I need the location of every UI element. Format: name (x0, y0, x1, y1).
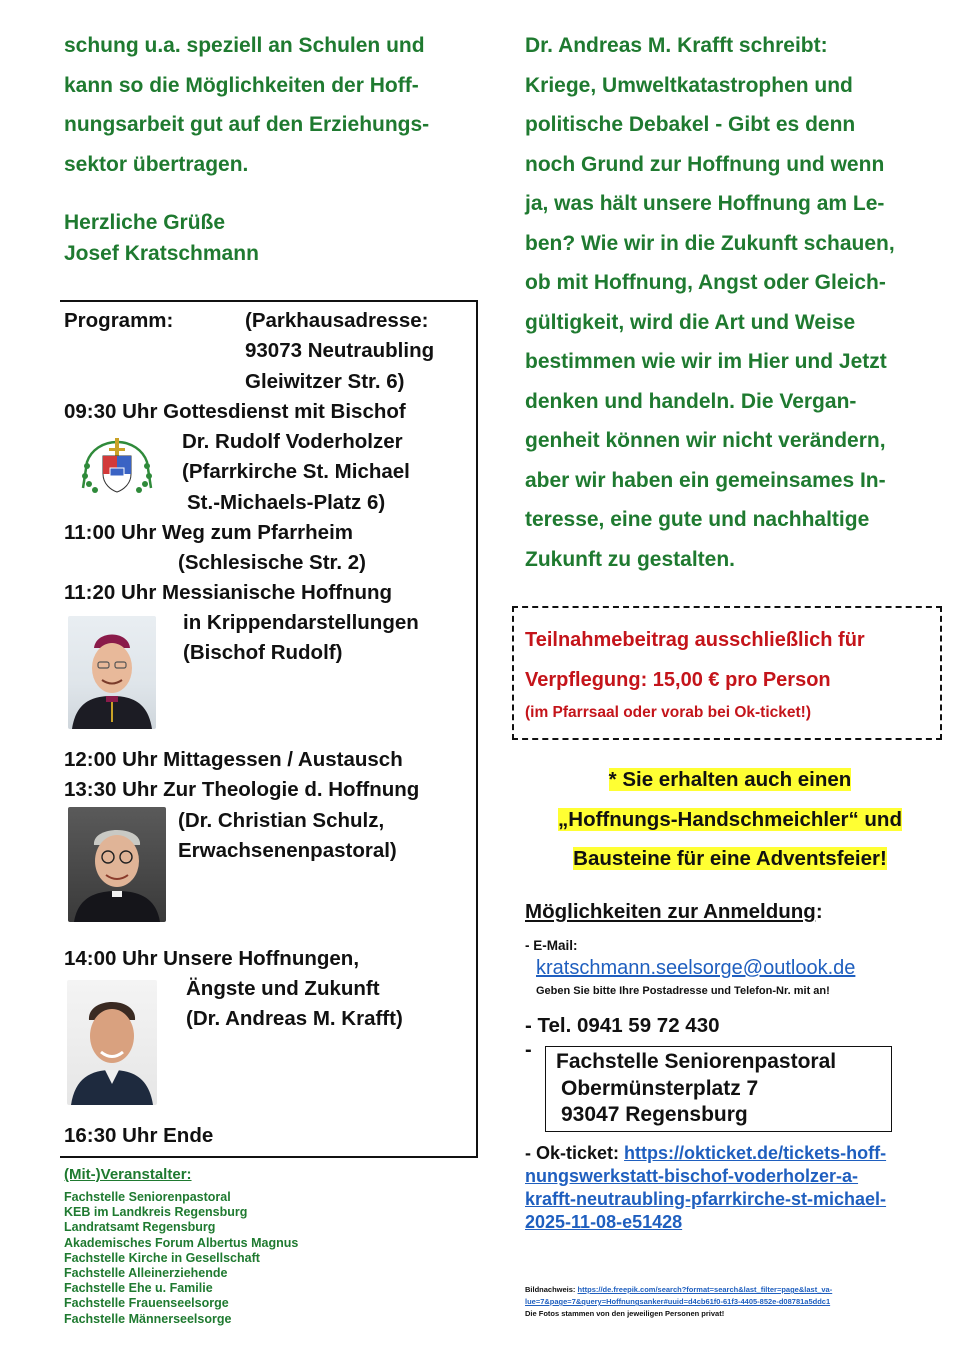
quote-line: politische Debakel - Gibt es denn (525, 113, 856, 136)
quote-line: bestimmen wie wir im Hier und Jetzt (525, 350, 887, 373)
coat-of-arms-icon (77, 436, 157, 496)
registration-heading (525, 898, 823, 926)
parking-line: (Parkhausadresse: (245, 309, 429, 332)
organizer-item: KEB im Landkreis Regensburg (64, 1205, 248, 1220)
program-item-0930-details (182, 427, 410, 518)
organizer-item: Fachstelle Männerseelsorge (64, 1311, 232, 1326)
email-link[interactable]: kratschmann.seelsorge@outlook.de (536, 957, 856, 979)
parking-line: Gleiwitzer Str. 6) (245, 369, 405, 393)
address-line: Fachstelle Seniorenpastoral (556, 1050, 837, 1073)
image-credits (525, 1284, 832, 1320)
organizer-item: Fachstelle Alleinerziehende (64, 1266, 228, 1281)
phone: - Tel. 0941 59 72 430 (525, 1014, 720, 1037)
organizers-list (64, 1190, 298, 1327)
program-item-1400: 14:00 Uhr Unsere Hoffnungen, (64, 947, 360, 970)
quote-line: teresse, eine gute und nachhaltige (525, 508, 870, 531)
address (556, 1049, 836, 1129)
detail-line: Ängste und Zukunft (186, 977, 380, 1000)
schulz-photo (68, 807, 166, 922)
organizer-item: Landratsamt Regensburg (64, 1220, 216, 1235)
credits-link[interactable]: lue=7&page=7&query=Hoffnungsanker#uuid=d4cb61f0-61f3-4405-852e-d08781a5ddc1 (525, 1297, 831, 1306)
quote-line: ben? Wie wir in die Zukunft schauen, (525, 231, 895, 255)
organizer-item: Fachstelle Frauenseelsorge (64, 1296, 229, 1311)
quote-line: genheit können wir nicht verändern, (525, 429, 886, 452)
fee-line: Teilnahmebeitrag ausschließlich für (525, 629, 865, 651)
program-item-1120-details (183, 608, 419, 669)
program-item-1330: 13:30 Uhr Zur Theologie d. Hoffnung (64, 778, 420, 801)
detail-line: (Bischof Rudolf) (183, 641, 343, 665)
closing (64, 207, 259, 269)
greeting: Herzliche Grüße (64, 211, 226, 234)
fee-text (525, 620, 865, 700)
gift-line: Bausteine für eine Adventsfeier! (573, 847, 887, 870)
quote-line: Kriege, Umweltkatastrophen und (525, 73, 853, 97)
krafft-photo (67, 980, 157, 1105)
parking-line: 93073 Neutraubling (245, 339, 435, 363)
quote-line: noch Grund zur Hoffnung und wenn (525, 152, 885, 176)
program-item-1400-details (186, 974, 403, 1035)
intro-line: kann so die Möglichkeiten der Hoff- (64, 73, 419, 97)
okticket (525, 1142, 886, 1234)
gift-line: * Sie erhalten auch einen (608, 768, 852, 791)
gift-note (508, 760, 952, 879)
organizer-item: Fachstelle Ehe u. Familie (64, 1281, 213, 1296)
detail-line: in Krippendarstellungen (183, 611, 419, 634)
gift-line: „Hoffnungs-Handschmeichler“ und (558, 807, 902, 831)
detail-line: St.-Michaels-Platz 6) (187, 490, 386, 514)
quote-line: Zukunft zu gestalten. (525, 547, 735, 571)
bishop-photo (68, 616, 156, 729)
program-item-1630: 16:30 Uhr Ende (64, 1124, 214, 1147)
intro-line: schung u.a. speziell an Schulen und (64, 34, 425, 57)
organizers-heading: (Mit-)Veranstalter: (64, 1166, 192, 1183)
organizer-item: Akademisches Forum Albertus Magnus (64, 1235, 299, 1250)
program-item-1100-details: (Schlesische Str. 2) (178, 551, 367, 574)
fee-note: (im Pfarrsaal oder vorab bei Ok-ticket!) (525, 704, 811, 721)
quote-line: ja, was hält unsere Hoffnung am Le- (525, 192, 885, 215)
okticket-link[interactable]: nungswerkstatt-bischof-voderholzer-a- (525, 1166, 859, 1186)
credits-link[interactable]: https://de.freepik.com/search?format=search&last_filter=page&last_va- (577, 1285, 833, 1294)
program-item-1120: 11:20 Uhr Messianische Hoffnung (64, 581, 393, 604)
email-note: Geben Sie bitte Ihre Postadresse und Telefon-Nr. mit an! (536, 985, 830, 997)
program-label: Programm: (64, 309, 174, 332)
program-item-1200: 12:00 Uhr Mittagessen / Austausch (64, 748, 403, 771)
fee-line: Verpflegung: 15,00 € pro Person (525, 669, 831, 691)
detail-line: (Pfarrkirche St. Michael (182, 460, 410, 484)
detail-line: (Dr. Andreas M. Krafft) (186, 1007, 403, 1031)
credits-label: Bildnachweis: (525, 1285, 576, 1294)
quote-line: denken und handeln. Die Vergan- (525, 389, 857, 413)
okticket-link[interactable]: krafft-neutraubling-pfarrkirche-st-michael- (525, 1189, 887, 1209)
program-item-1100: 11:00 Uhr Weg zum Pfarrheim (64, 521, 353, 544)
address-line: Obermünsterplatz 7 (561, 1076, 759, 1100)
program-item-0930: 09:30 Uhr Gottesdienst mit Bischof (64, 400, 406, 423)
registration-heading-colon: : (815, 900, 823, 923)
detail-line: (Dr. Christian Schulz, (178, 809, 385, 832)
detail-line: Erwachsenenpastoral) (178, 839, 397, 863)
organizer-item: Fachstelle Kirche in Gesellschaft (64, 1250, 260, 1265)
okticket-link[interactable]: 2025-11-08-e51428 (525, 1212, 683, 1232)
parking-address (245, 306, 434, 397)
okticket-link[interactable]: https://okticket.de/tickets-hoff- (624, 1143, 887, 1163)
intro-text (64, 26, 429, 184)
intro-line: sektor übertragen. (64, 152, 249, 176)
program-item-1330-details (178, 806, 397, 867)
photos-note: Die Fotos stammen von den jeweiligen Personen privat! (525, 1309, 725, 1318)
detail-line: Dr. Rudolf Voderholzer (182, 430, 403, 453)
quote-line: gültigkeit, wird die Art und Weise (525, 310, 856, 334)
email-label: - E-Mail: (525, 938, 578, 953)
address-line: 93047 Regensburg (561, 1103, 748, 1126)
registration-heading-text: Möglichkeiten zur Anmeldung (525, 900, 816, 923)
okticket-label: - Ok-ticket: (525, 1143, 620, 1163)
organizer-item: Fachstelle Seniorenpastoral (64, 1190, 231, 1204)
quote-line: Dr. Andreas M. Krafft schreibt: (525, 34, 828, 57)
krafft-quote (525, 26, 895, 579)
quote-line: aber wir haben ein gemeinsames In- (525, 468, 886, 492)
signature: Josef Kratschmann (64, 242, 259, 265)
intro-line: nungsarbeit gut auf den Erziehungs- (64, 113, 430, 136)
quote-line: ob mit Hoffnung, Angst oder Gleich- (525, 271, 886, 294)
address-dash: - (525, 1039, 532, 1061)
